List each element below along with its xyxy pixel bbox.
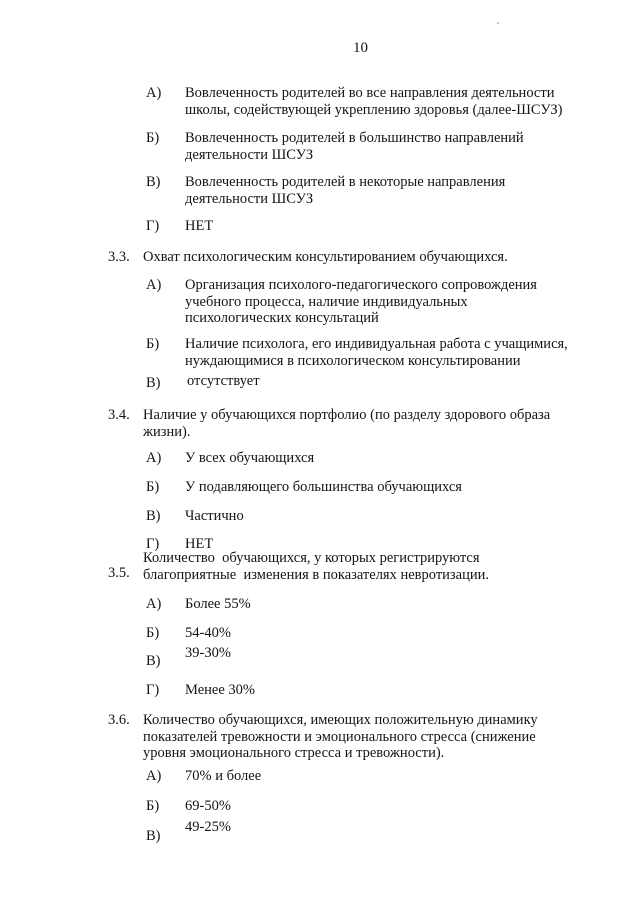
item-text-line: Менее 30% [185, 682, 255, 698]
item-label: Г) [146, 682, 160, 698]
item-label: А) [146, 768, 162, 784]
item-text-line: Количество обучающихся, имеющих положительную динамику [143, 712, 538, 728]
item-text-line: Вовлеченность родителей во все направления деятельности [185, 85, 555, 101]
item-text-line: Организация психолого-педагогического сопровождения [185, 277, 537, 293]
item-label: В) [146, 653, 161, 669]
item-text-line: Охват психологическим консультированием обучающихся. [143, 249, 508, 265]
item-text-line: Количество обучающихся, у которых регистрируются [143, 550, 480, 566]
item-text-line: благоприятные изменения в показателях невротизации. [143, 567, 489, 583]
item-text-line: жизни). [143, 424, 191, 440]
item-text-line: 54-40% [185, 625, 231, 641]
item-label: А) [146, 85, 162, 101]
item-label: Б) [146, 625, 160, 641]
item-label: А) [146, 450, 162, 466]
item-text-line: уровня эмоционального стресса и тревожности). [143, 745, 445, 761]
item-label: Б) [146, 798, 160, 814]
item-text-line: Частично [185, 508, 244, 524]
item-text-line: У всех обучающихся [185, 450, 315, 466]
item-text-line: Наличие психолога, его индивидуальная работа с учащимися, [185, 336, 568, 352]
item-label: Б) [146, 479, 160, 495]
item-label: А) [146, 596, 162, 612]
item-text-line: 49-25% [185, 819, 231, 835]
item-text-line: школы, содействующей укреплению здоровья (далее-ШСУЗ) [185, 102, 563, 118]
item-text-line: Вовлеченность родителей в большинство направлений [185, 130, 524, 146]
item-label: Б) [146, 130, 160, 146]
item-label: В) [146, 375, 161, 391]
item-text-line: Вовлеченность родителей в некоторые направления [185, 174, 506, 190]
item-text-line: учебного процесса, наличие индивидуальных [185, 293, 468, 310]
item-label: 3.3. [108, 249, 130, 265]
item-label: Г) [146, 536, 160, 552]
item-text-line: 39-30% [185, 645, 231, 661]
item-text-line: Более 55% [185, 596, 251, 612]
item-label: Г) [146, 218, 160, 234]
item-text-line: деятельности ШСУЗ [185, 191, 314, 207]
item-label: В) [146, 174, 161, 190]
item-text-line: У подавляющего большинства обучающихся [185, 479, 462, 495]
item-text-line: деятельности ШСУЗ [185, 147, 314, 163]
item-label: А) [146, 277, 162, 293]
scan-speck [497, 22, 499, 24]
item-label: Б) [146, 336, 160, 352]
item-text-line: НЕТ [185, 536, 214, 552]
item-text-line: показателей тревожности и эмоционального стресса (снижение [143, 728, 536, 745]
item-text-line: отсутствует [187, 373, 260, 389]
item-text-line: 70% и более [185, 768, 262, 784]
item-label: 3.4. [108, 407, 130, 423]
item-label: 3.5. [108, 565, 130, 581]
item-label: В) [146, 828, 161, 844]
item-label: В) [146, 508, 161, 524]
item-text-line: психологических консультаций [185, 310, 379, 326]
page-number: 10 [353, 40, 368, 56]
item-text-line: 69-50% [185, 798, 231, 814]
item-text-line: Наличие у обучающихся портфолио (по разделу здорового образа [143, 407, 551, 423]
item-label: 3.6. [108, 712, 130, 728]
item-text-line: НЕТ [185, 218, 214, 234]
item-text-line: нуждающимися в психологическом консультировании [185, 352, 521, 369]
